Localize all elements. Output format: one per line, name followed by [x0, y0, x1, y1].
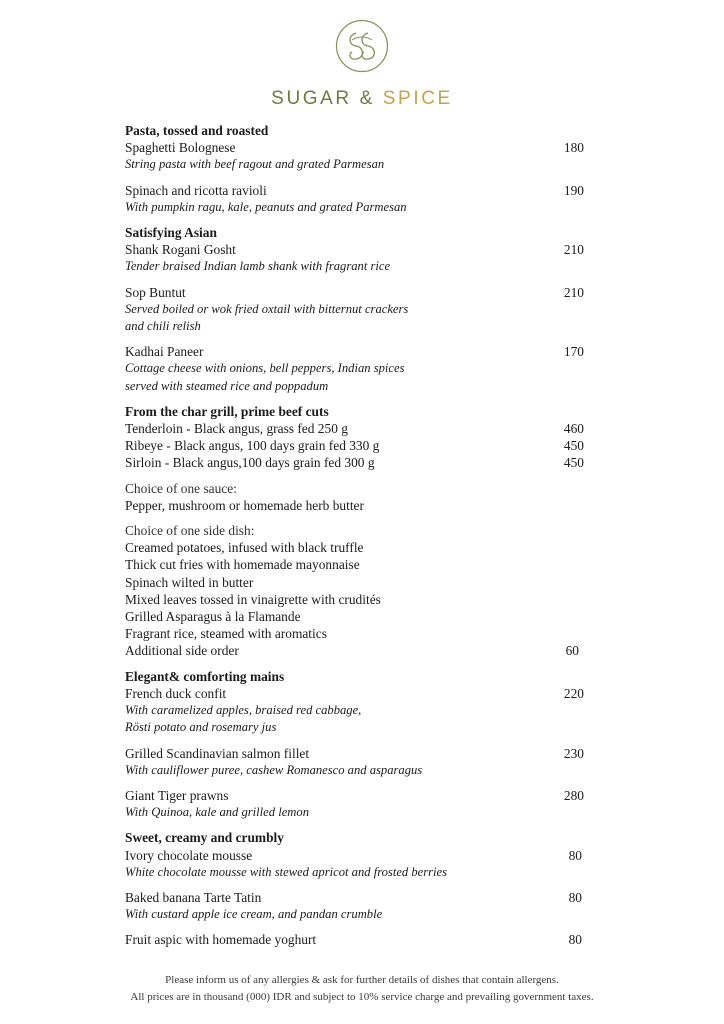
item-price: 280 [563, 787, 584, 803]
side-item: Mixed leaves tossed in vinaigrette with crudités [125, 591, 381, 607]
item-price: 80 [568, 847, 582, 863]
menu-item [125, 787, 585, 821]
section-title: Satisfying Asian [125, 225, 217, 241]
item-name: Grilled Scandinavian salmon fillet [125, 745, 310, 761]
item-description: Served boiled or wok fried oxtail with bitternut crackers [125, 301, 409, 316]
item-price: 450 [563, 438, 584, 454]
side-item: Thick cut fries with homemade mayonnaise [125, 557, 360, 573]
additional-side [125, 642, 585, 659]
section-title: Elegant& comforting mains [125, 668, 285, 684]
side-item: Spinach wilted in butter [125, 574, 254, 590]
menu-list [125, 122, 585, 957]
item-price: 60 [565, 643, 579, 659]
menu-item [125, 284, 585, 336]
item-price: 210 [563, 284, 584, 300]
menu-item [125, 343, 585, 395]
side-choice [125, 522, 585, 660]
menu-item [125, 182, 585, 216]
sauce-options: Pepper, mushroom or homemade herb butter [125, 497, 364, 513]
item-name: Baked banana Tarte Tatin [125, 889, 262, 905]
item-name: Tenderloin - Black angus, grass fed 250 g [125, 421, 348, 437]
menu-item [125, 437, 585, 454]
item-description: Tender braised Indian lamb shank with fragrant rice [125, 259, 391, 274]
item-name: Spaghetti Bolognese [125, 140, 236, 156]
section-sweet [125, 829, 585, 948]
item-price: 210 [563, 242, 584, 258]
item-price: 230 [563, 745, 584, 761]
item-name: Shank Rogani Gosht [125, 242, 236, 258]
item-name: Additional side order [125, 643, 239, 659]
menu-item [125, 241, 585, 275]
section-mains [125, 668, 585, 822]
sides-heading: Choice of one side dish: [125, 523, 255, 539]
section-title: Pasta, tossed and roasted [125, 123, 269, 138]
price-note: All prices are in thousand (000) IDR and subject to 10% service charge and prevailing government taxes. [130, 991, 594, 1003]
menu-item [125, 931, 585, 948]
menu-item [125, 420, 585, 437]
item-name: Giant Tiger prawns [125, 787, 229, 803]
menu-item [125, 685, 585, 737]
item-name: Spinach and ricotta ravioli [125, 182, 267, 198]
item-price: 80 [568, 889, 582, 905]
item-description: served with steamed rice and poppadum [125, 378, 329, 393]
section-asian [125, 224, 585, 395]
item-description: Rösti potato and rosemary jus [125, 720, 277, 735]
beef-cuts [125, 420, 585, 472]
allergy-note: Please inform us of any allergies & ask for further details of dishes that contain allergens. [165, 974, 559, 986]
item-price: 190 [563, 182, 584, 198]
side-item: Grilled Asparagus à la Flamande [125, 609, 301, 625]
side-item: Fragrant rice, steamed with aromatics [125, 626, 327, 642]
footer-notes [0, 972, 724, 1006]
item-price: 220 [563, 685, 584, 701]
menu-item [125, 454, 585, 471]
item-price: 450 [563, 455, 584, 471]
item-name: Ivory chocolate mousse [125, 847, 253, 863]
item-price: 460 [563, 421, 584, 437]
side-item: Creamed potatoes, infused with black truffle [125, 540, 364, 556]
item-name: Sirloin - Black angus,100 days grain fed 300 g [125, 455, 375, 471]
logo-monogram-icon [334, 18, 390, 74]
brand-name-part1: SUGAR & [271, 88, 375, 109]
sauce-choice [125, 480, 585, 514]
item-description: With Quinoa, kale and grilled lemon [125, 805, 309, 820]
menu-item [125, 847, 585, 881]
item-description: With pumpkin ragu, kale, peanuts and grated Parmesan [125, 199, 407, 214]
section-pasta [125, 122, 585, 216]
item-description: With custard apple ice cream, and pandan crumble [125, 907, 383, 922]
brand-name-part2: SPICE [382, 88, 453, 109]
item-description: Cottage cheese with onions, bell peppers, Indian spices [125, 361, 405, 376]
item-description: White chocolate mousse with stewed apricot and frosted berries [125, 864, 448, 879]
item-name: Kadhai Paneer [125, 344, 204, 360]
menu-item [125, 139, 585, 173]
item-description: With cauliflower puree, cashew Romanesco and asparagus [125, 762, 423, 777]
item-description: and chili relish [125, 319, 201, 334]
item-name: Sop Buntut [125, 284, 186, 300]
item-price: 180 [563, 140, 584, 156]
menu-item [125, 745, 585, 779]
item-name: French duck confit [125, 685, 227, 701]
item-description: String pasta with beef ragout and grated Parmesan [125, 157, 385, 172]
item-price: 80 [568, 932, 582, 948]
item-price: 170 [563, 344, 584, 360]
sauce-heading: Choice of one sauce: [125, 480, 237, 496]
section-grill [125, 403, 585, 660]
section-title: From the char grill, prime beef cuts [125, 403, 329, 419]
item-description: With caramelized apples, braised red cabbage, [125, 703, 362, 718]
section-title: Sweet, creamy and crumbly [125, 830, 284, 846]
menu-item [125, 889, 585, 923]
brand-name [0, 88, 724, 110]
item-name: Fruit aspic with homemade yoghurt [125, 932, 317, 948]
item-name: Ribeye - Black angus, 100 days grain fed 330 g [125, 438, 380, 454]
